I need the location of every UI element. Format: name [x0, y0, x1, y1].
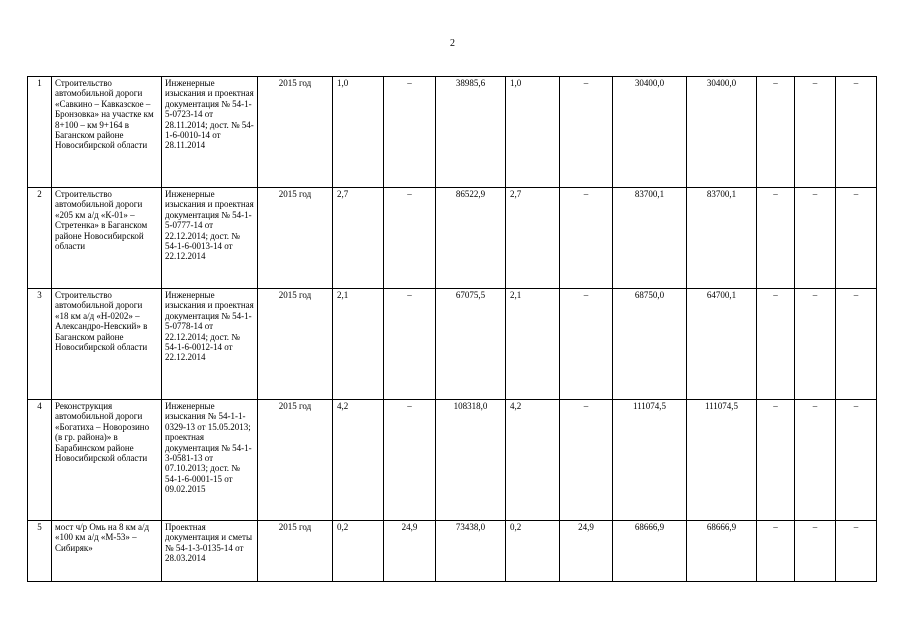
value-cell: – — [757, 188, 795, 289]
value-cell: 73438,0 — [436, 521, 506, 582]
value-cell: – — [836, 77, 877, 188]
value-cell: 2,1 — [333, 289, 384, 400]
value-cell: 2,7 — [506, 188, 560, 289]
object-name: Строительство автомобильной дороги «18 км а/д «Н-0202» – Александро-Невский» в Баганском районе Новосибирской области — [52, 289, 162, 400]
year-cell: 2015 год — [258, 521, 333, 582]
value-cell: – — [560, 188, 613, 289]
value-cell: – — [384, 400, 436, 521]
value-cell: 111074,5 — [613, 400, 687, 521]
object-name: Строительство автомобильной дороги «Савкино – Кавказское – Бронзовка» на участке км 8+100 – км 9+164 в Баганском районе Новосибирской области — [52, 77, 162, 188]
year-cell: 2015 год — [258, 188, 333, 289]
value-cell: 30400,0 — [687, 77, 757, 188]
value-cell: 0,2 — [506, 521, 560, 582]
object-name: Строительство автомобильной дороги «205 км а/д «К-01» – Стретенка» в Баганском районе Новосибирской области — [52, 188, 162, 289]
value-cell: 68666,9 — [613, 521, 687, 582]
row-number: 3 — [28, 289, 52, 400]
value-cell: 67075,5 — [436, 289, 506, 400]
value-cell: 1,0 — [333, 77, 384, 188]
value-cell: 24,9 — [384, 521, 436, 582]
value-cell: – — [795, 400, 836, 521]
value-cell: 4,2 — [506, 400, 560, 521]
documentation: Инженерные изыскания и проектная документация № 54-1-5-0723-14 от 28.11.2014; дост. № 54-1-6-0010-14 от 28.11.2014 — [162, 77, 258, 188]
value-cell: – — [795, 77, 836, 188]
value-cell: – — [795, 188, 836, 289]
value-cell: – — [757, 289, 795, 400]
page-number: 2 — [450, 38, 455, 49]
value-cell: – — [757, 521, 795, 582]
row-number: 4 — [28, 400, 52, 521]
table-row — [28, 77, 877, 188]
value-cell: – — [836, 188, 877, 289]
value-cell: 68750,0 — [613, 289, 687, 400]
row-number: 2 — [28, 188, 52, 289]
year-cell: 2015 год — [258, 289, 333, 400]
year-cell: 2015 год — [258, 77, 333, 188]
documentation: Инженерные изыскания и проектная документация № 54-1-5-0778-14 от 22.12.2014; дост. № 54-1-6-0012-14 от 22.12.2014 — [162, 289, 258, 400]
value-cell: – — [836, 400, 877, 521]
value-cell: – — [795, 289, 836, 400]
row-number: 1 — [28, 77, 52, 188]
value-cell: 2,1 — [506, 289, 560, 400]
value-cell: 86522,9 — [436, 188, 506, 289]
row-number: 5 — [28, 521, 52, 582]
value-cell: 111074,5 — [687, 400, 757, 521]
object-name: мост ч/р Омь на 8 км а/д «100 км а/д «М-53» – Сибиряк» — [52, 521, 162, 582]
value-cell: – — [560, 77, 613, 188]
value-cell: – — [757, 77, 795, 188]
table-row — [28, 188, 877, 289]
table-row — [28, 400, 877, 521]
value-cell: 30400,0 — [613, 77, 687, 188]
table-row — [28, 521, 877, 582]
documentation: Инженерные изыскания и проектная документация № 54-1-5-0777-14 от 22.12.2014; дост. № 54-1-6-0013-14 от 22.12.2014 — [162, 188, 258, 289]
object-name: Реконструкция автомобильной дороги «Богатиха – Новорозино (в гр. района)» в Барабинском районе Новосибирской области — [52, 400, 162, 521]
value-cell: 68666,9 — [687, 521, 757, 582]
value-cell: 2,7 — [333, 188, 384, 289]
projects-table — [27, 76, 877, 582]
value-cell: 83700,1 — [687, 188, 757, 289]
value-cell: – — [384, 188, 436, 289]
value-cell: – — [560, 289, 613, 400]
value-cell: – — [757, 400, 795, 521]
value-cell: – — [384, 289, 436, 400]
year-cell: 2015 год — [258, 400, 333, 521]
value-cell: – — [795, 521, 836, 582]
value-cell: 24,9 — [560, 521, 613, 582]
value-cell: 64700,1 — [687, 289, 757, 400]
value-cell: 83700,1 — [613, 188, 687, 289]
value-cell: 4,2 — [333, 400, 384, 521]
value-cell: 1,0 — [506, 77, 560, 188]
value-cell: 108318,0 — [436, 400, 506, 521]
value-cell: – — [836, 289, 877, 400]
value-cell: 38985,6 — [436, 77, 506, 188]
documentation: Проектная документация и сметы № 54-1-3-0135-14 от 28.03.2014 — [162, 521, 258, 582]
value-cell: – — [384, 77, 436, 188]
value-cell: – — [836, 521, 877, 582]
documentation: Инженерные изыскания № 54-1-1-0329-13 от 15.05.2013; проектная документация № 54-1-3-0581-13 от 07.10.2013; дост. № 54-1-6-0001-15 от 09.02.2015 — [162, 400, 258, 521]
table-row — [28, 289, 877, 400]
value-cell: 0,2 — [333, 521, 384, 582]
value-cell: – — [560, 400, 613, 521]
